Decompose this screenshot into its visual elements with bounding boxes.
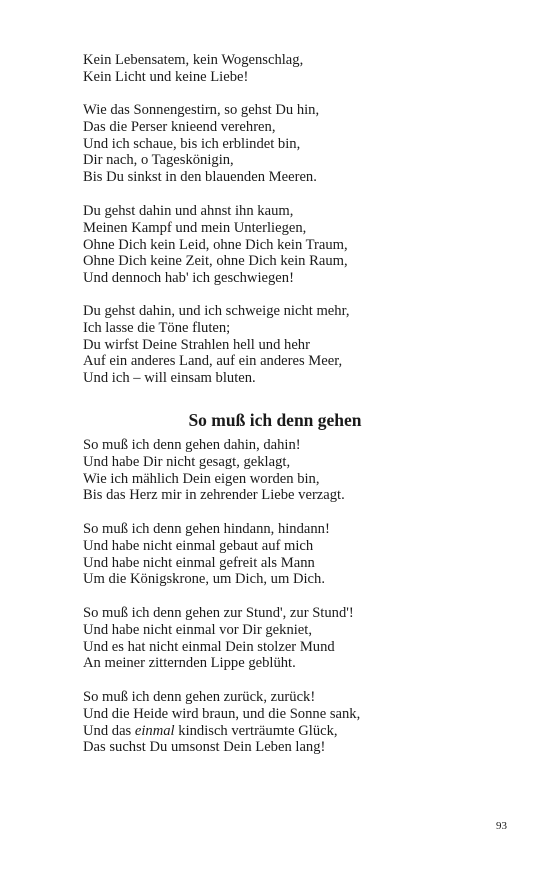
stanza <box>83 689 483 756</box>
verse-line: Ohne Dich keine Zeit, ohne Dich kein Raum, <box>83 253 348 270</box>
verse-line: Um die Königskrone, um Dich, um Dich. <box>83 571 325 588</box>
verse-line: Wie ich mählich Dein eigen worden bin, <box>83 470 320 487</box>
verse-line: Und das einmal kindisch verträumte Glück, <box>83 722 338 739</box>
verse-line: Und habe nicht einmal gefreit als Mann <box>83 554 315 571</box>
verse-line: So muß ich denn gehen dahin, dahin! <box>83 437 301 453</box>
verse-line: Bis Du sinkst in den blauenden Meeren. <box>83 169 317 186</box>
verse-line: Auf ein anderes Land, auf ein anderes Meer, <box>83 353 343 370</box>
poem-main-stanza-3 <box>83 605 483 672</box>
stanza <box>83 521 483 588</box>
verse-line: Wie das Sonnengestirn, so gehst Du hin, <box>83 102 320 118</box>
verse-line: Das die Perser knieend verehren, <box>83 118 276 135</box>
verse-line: So muß ich denn gehen zurück, zurück! <box>83 689 316 705</box>
stanza <box>83 52 483 86</box>
stanza <box>83 203 483 287</box>
verse-line: Kein Lebensatem, kein Wogenschlag, <box>83 52 304 68</box>
verse-line: An meiner zitternden Lippe geblüht. <box>83 655 296 672</box>
verse-line: Meinen Kampf und mein Unterliegen, <box>83 219 307 236</box>
verse-line: So muß ich denn gehen hindann, hindann! <box>83 521 330 537</box>
poem-continued-stanza-2 <box>83 102 483 186</box>
poem-continued-stanza-4 <box>83 303 483 387</box>
poem-title: So muß ich denn gehen <box>188 410 362 430</box>
stanza <box>83 437 483 504</box>
verse-line: Bis das Herz mir in zehrender Liebe verzagt. <box>83 487 345 504</box>
verse-line: Du gehst dahin und ahnst ihn kaum, <box>83 203 294 219</box>
stanza <box>83 102 483 186</box>
verse-line: Ich lasse die Töne fluten; <box>83 319 231 336</box>
verse-line: Dir nach, o Tageskönigin, <box>83 152 234 169</box>
verse-line: Kein Licht und keine Liebe! <box>83 68 249 85</box>
poem-main-stanza-2 <box>83 521 483 588</box>
poem-main-stanza-4 <box>83 689 483 756</box>
poem-main-stanza-1 <box>83 437 483 504</box>
verse-line: Das suchst Du umsonst Dein Leben lang! <box>83 739 326 756</box>
page-number: 93 <box>496 820 507 832</box>
poem-continued-stanza-3 <box>83 203 483 287</box>
verse-line: Und habe nicht einmal gebaut auf mich <box>83 537 314 554</box>
stanza <box>83 303 483 387</box>
verse-line: Und die Heide wird braun, und die Sonne sank, <box>83 705 361 722</box>
verse-line: Und ich schaue, bis ich erblindet bin, <box>83 135 301 152</box>
verse-line: Und habe nicht einmal vor Dir gekniet, <box>83 621 312 638</box>
poem-continued <box>83 52 483 86</box>
verse-line: Und habe Dir nicht gesagt, geklagt, <box>83 453 291 470</box>
stanza <box>83 605 483 672</box>
verse-line: So muß ich denn gehen zur Stund', zur Stund'! <box>83 605 354 621</box>
verse-line: Du wirfst Deine Strahlen hell und hehr <box>83 336 310 353</box>
verse-line: Und es hat nicht einmal Dein stolzer Mund <box>83 638 335 655</box>
verse-line: Ohne Dich kein Leid, ohne Dich kein Traum, <box>83 236 348 253</box>
verse-line: Und dennoch hab' ich geschwiegen! <box>83 270 294 287</box>
emphasized-word: einmal <box>134 722 175 739</box>
verse-line: Du gehst dahin, und ich schweige nicht mehr, <box>83 303 350 319</box>
verse-line: Und ich – will einsam bluten. <box>83 370 256 387</box>
